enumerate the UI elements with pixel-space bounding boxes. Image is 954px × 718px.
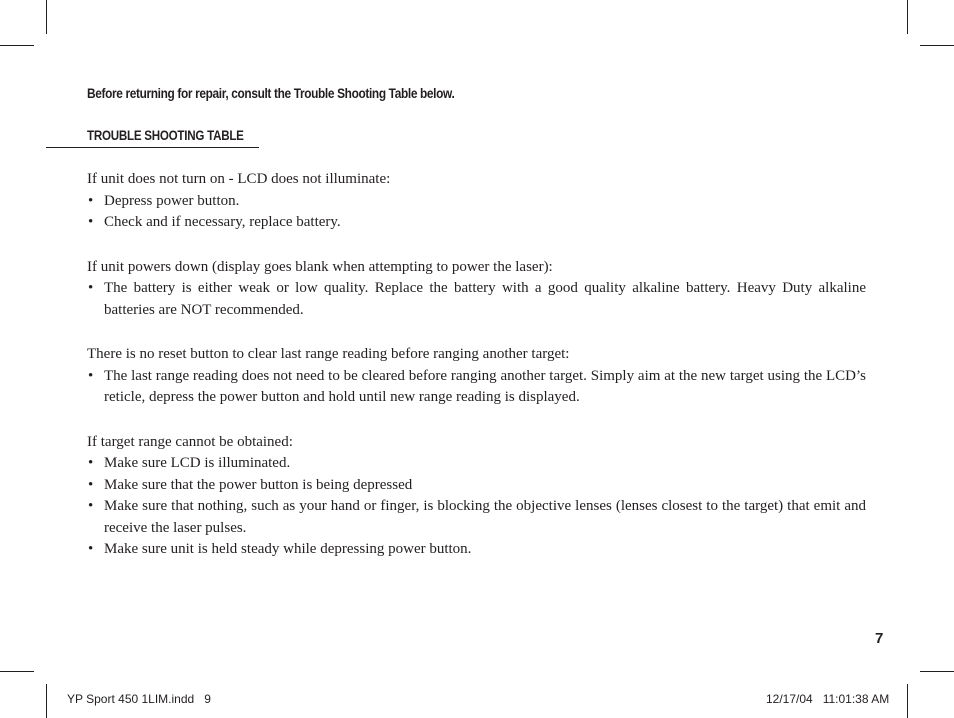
section-title: If unit does not turn on - LCD does not illuminate:: [87, 171, 391, 187]
troubleshoot-section: [87, 169, 866, 234]
crop-mark-top-left: [46, 0, 47, 34]
slug-file: YP Sport 450 1LIM.indd 9: [67, 692, 211, 706]
troubleshoot-section: [87, 257, 866, 322]
crop-mark-top-right: [907, 0, 908, 34]
item-list: [87, 453, 866, 561]
page-content: [87, 84, 866, 561]
crop-mark-left-top: [0, 45, 34, 46]
section-title: If target range cannot be obtained:: [87, 433, 293, 450]
heading-block: [87, 126, 866, 146]
list-item: • Depress power button.: [87, 191, 866, 213]
list-item: • Make sure that the power button is being depressed: [87, 475, 866, 497]
list-item: • Make sure LCD is illuminated.: [87, 453, 866, 475]
crop-mark-right-bottom: [920, 671, 954, 672]
crop-mark-bottom-left: [46, 684, 47, 718]
intro-text: Before returning for repair, consult the Trouble Shooting Table below.: [87, 86, 455, 101]
section-title: If unit powers down (display goes blank when attempting to power the laser):: [87, 258, 553, 275]
crop-mark-right-top: [920, 45, 954, 46]
troubleshoot-section: [87, 344, 866, 409]
list-item: • Check and if necessary, replace battery.: [87, 212, 866, 234]
item-list: [87, 366, 866, 409]
list-item: • The battery is either weak or low quality. Replace the battery with a good quality alkaline battery. Heavy Duty alkaline batteries are NOT recommended.: [87, 278, 866, 321]
slug-timestamp: 12/17/04 11:01:38 AM: [766, 692, 890, 706]
list-item: • The last range reading does not need to be cleared before ranging another target. Simply aim at the new target using the LCD’s reticle, depress the power button and hold until new range reading is displayed.: [87, 366, 866, 409]
list-item: • Make sure unit is held steady while depressing power button.: [87, 539, 866, 561]
item-list: [87, 278, 866, 321]
page-number: 7: [875, 630, 884, 647]
list-item: • Make sure that nothing, such as your hand or finger, is blocking the objective lenses (lenses closest to the target) that emit and receive the laser pulses.: [87, 496, 866, 539]
crop-mark-bottom-right: [907, 684, 908, 718]
section-title: There is no reset button to clear last range reading before ranging another target:: [87, 346, 570, 362]
item-list: [87, 191, 866, 234]
section-heading: TROUBLE SHOOTING TABLE: [87, 128, 244, 143]
troubleshoot-section: [87, 432, 866, 561]
crop-mark-left-bottom: [0, 671, 34, 672]
